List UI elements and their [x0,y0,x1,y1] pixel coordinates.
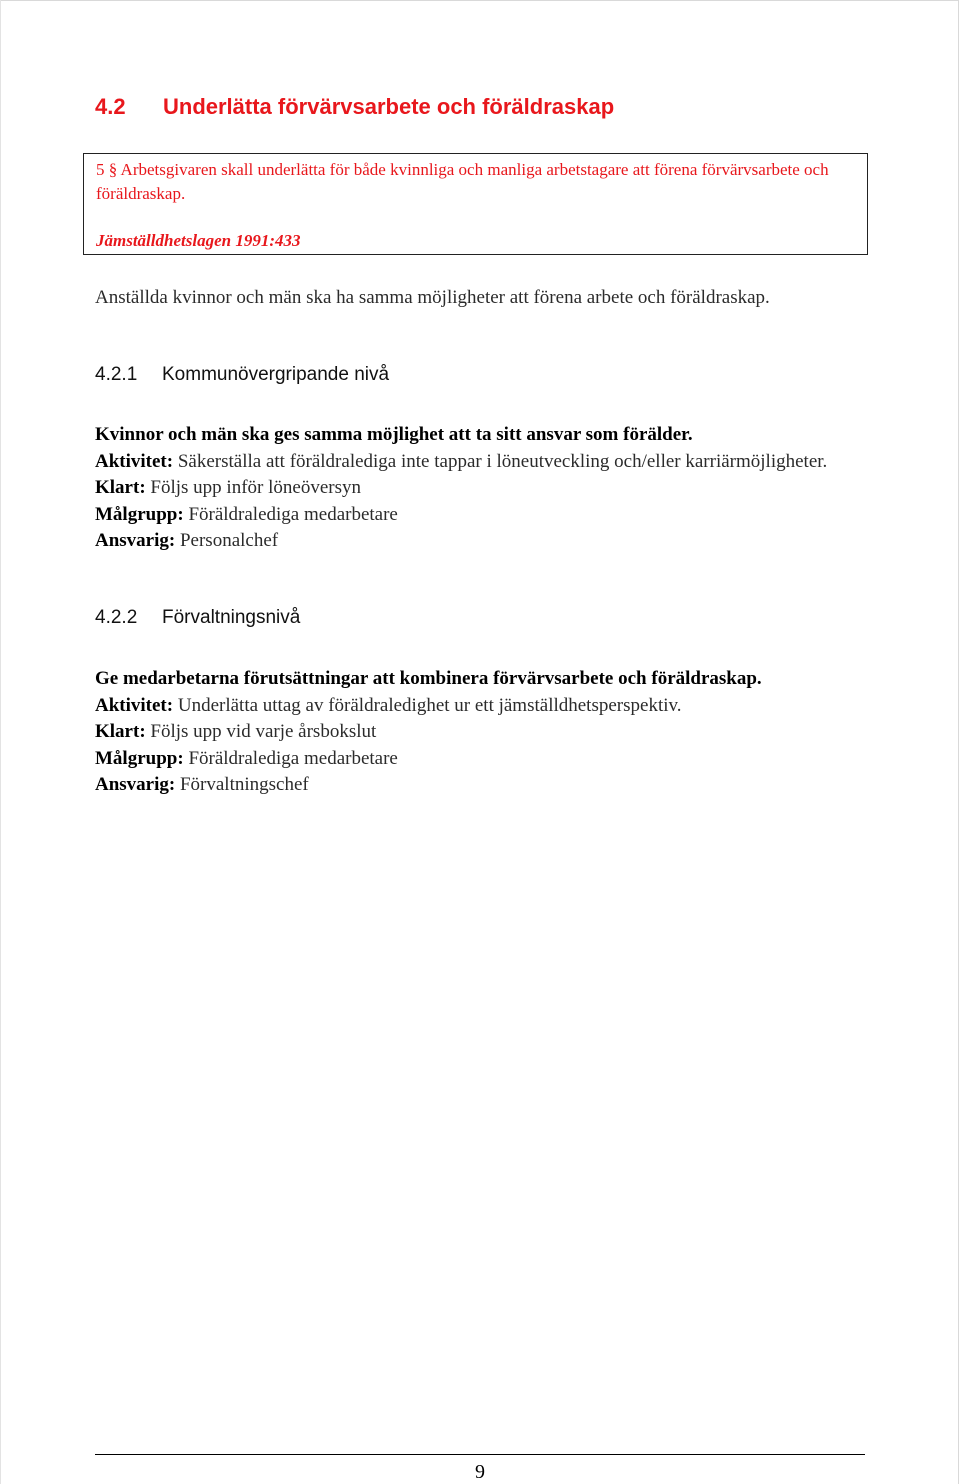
target-value: Föräldralediga medarbetare [188,747,398,769]
section-heading [95,94,614,120]
section-title: Underlätta förvärvsarbete och föräldraskap [163,94,615,119]
responsible-value: Personalchef [179,530,279,551]
subsection-number: 4.2.2 [95,607,138,628]
subsection-number: 4.2.1 [95,364,138,385]
target-row [95,746,855,773]
done-value: Följs upp vid varje årsbokslut [150,721,377,742]
subsection-body-administration [95,666,855,799]
subsection-body-municipal [95,422,855,555]
responsible-label: Ansvarig: [95,530,176,551]
target-label: Målgrupp: [95,747,184,769]
activity-value: Underlätta uttag av föräldraledighet ur ett jämställdhetsperspektiv. [177,694,682,716]
target-label: Målgrupp: [95,503,184,525]
law-quote-text: 5 § Arbetsgivaren skall underlätta för både kvinnliga och manliga arbetstagare att förena förvärvsarbete och föräldraskap. [96,160,829,203]
law-quote-box [83,153,868,255]
goal-statement: Kvinnor och män ska ges samma möjlighet att ta sitt ansvar som förälder. [95,424,693,445]
done-label: Klart: [95,477,146,498]
section-number: 4.2 [95,94,126,119]
subsection-title: Kommunövergripande nivå [162,364,390,385]
responsible-label: Ansvarig: [95,774,176,795]
footer-divider [95,1454,865,1455]
intro-paragraph: Anställda kvinnor och män ska ha samma möjligheter att förena arbete och föräldraskap. [95,287,770,308]
law-quote-source: Jämställdhetslagen 1991:433 [96,231,301,250]
done-value: Följs upp inför löneöversyn [150,477,361,498]
target-row [95,502,855,529]
page-edge-left [0,0,1,1484]
activity-value: Säkerställa att föräldralediga inte tappar i löneutveckling och/eller karriärmöjligheter. [177,450,828,472]
activity-label: Aktivitet: [95,450,174,472]
done-label: Klart: [95,721,146,742]
subsection-heading-municipal [95,364,389,386]
responsible-row [95,528,855,555]
goal-statement: Ge medarbetarna förutsättningar att kombinera förvärvsarbete och föräldraskap. [95,668,762,689]
done-row [95,475,855,502]
page-number: 9 [475,1461,485,1483]
activity-row [95,449,855,476]
subsection-title: Förvaltningsnivå [162,607,301,628]
activity-label: Aktivitet: [95,694,174,716]
activity-row [95,693,855,720]
page-edge-top [0,0,958,1]
responsible-row [95,772,855,799]
target-value: Föräldralediga medarbetare [188,503,398,525]
page-edge-right [958,0,959,1484]
subsection-heading-administration [95,607,300,629]
done-row [95,719,855,746]
responsible-value: Förvaltningschef [179,774,309,795]
